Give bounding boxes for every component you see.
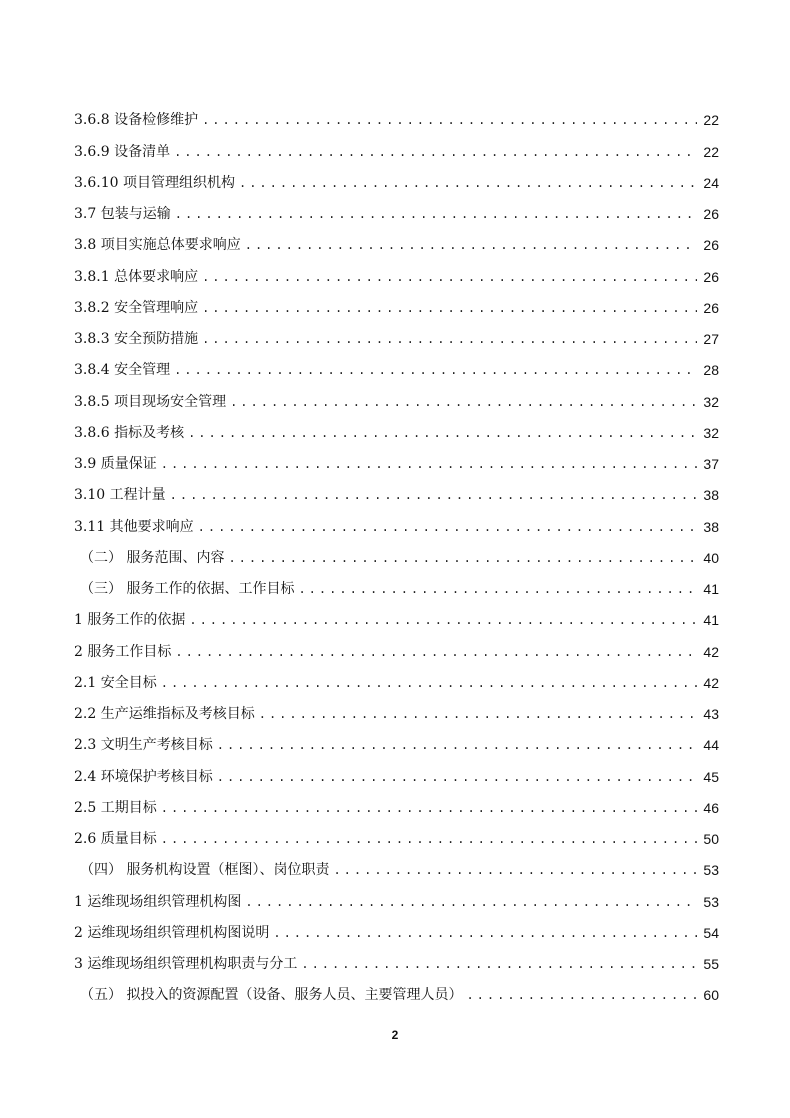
- toc-entry-title: 3.8.5 项目现场安全管理: [74, 393, 227, 410]
- toc-entry[interactable]: [74, 223, 719, 254]
- toc-entry-title: 2.2 生产运维指标及考核目标: [74, 706, 255, 722]
- toc-entry[interactable]: [74, 161, 719, 192]
- toc-entry-page: 40: [703, 549, 719, 566]
- toc-entry-page: 38: [703, 518, 719, 535]
- toc-entry[interactable]: [74, 536, 719, 567]
- toc-entry-page: 22: [703, 112, 719, 129]
- toc-entry-title: 2.6 质量目标: [74, 831, 157, 847]
- dot-leader: [202, 268, 697, 286]
- toc-entry-page: 37: [703, 456, 719, 472]
- toc-entry-title: 2 服务工作目标: [74, 643, 172, 660]
- toc-entry-title: 2.5 工期目标: [74, 799, 157, 816]
- toc-entry-page: 28: [703, 362, 719, 379]
- toc-entry-title: 1 运维现场组织管理机构图: [74, 893, 242, 910]
- toc-entry[interactable]: [74, 911, 719, 942]
- toc-entry-title: 3.11 其他要求响应: [74, 518, 194, 535]
- dot-leader: [175, 205, 697, 223]
- toc-entry-page: 26: [703, 237, 719, 254]
- toc-entry-title: 2.3 文明生产考核目标: [74, 737, 213, 754]
- toc-entry-page: 27: [703, 331, 719, 347]
- toc-entry-page: 53: [703, 893, 719, 910]
- toc-entry-title: 2.4 环境保护考核目标: [74, 768, 213, 785]
- toc-entry-title: 3.8.1 总体要求响应: [74, 268, 199, 285]
- toc-entry-title: （二） 服务范围、内容: [80, 549, 225, 566]
- toc-entry[interactable]: [74, 661, 719, 692]
- dot-leader: [202, 111, 697, 129]
- toc-entry-page: 46: [703, 799, 719, 816]
- toc-entry[interactable]: [74, 98, 719, 129]
- dot-leader: [245, 236, 697, 254]
- toc-entry-title: 3.8.3 安全预防措施: [74, 331, 199, 347]
- toc-entry[interactable]: [74, 192, 719, 223]
- toc-entry-title: 3 运维现场组织管理机构职责与分工: [74, 956, 298, 972]
- dot-leader: [174, 143, 697, 161]
- toc-entry[interactable]: [74, 848, 719, 879]
- toc-entry-title: 1 服务工作的依据: [74, 612, 186, 629]
- dot-leader: [161, 674, 697, 692]
- toc-entry[interactable]: [74, 317, 719, 348]
- toc-entry[interactable]: [74, 379, 719, 410]
- toc-entry-title: 2.1 安全目标: [74, 674, 157, 691]
- dot-leader: [161, 455, 697, 473]
- toc-entry[interactable]: [74, 442, 719, 473]
- dot-leader: [170, 486, 697, 504]
- toc-entry-page: 42: [703, 674, 719, 691]
- toc-entry[interactable]: [74, 723, 719, 754]
- toc-entry[interactable]: [74, 879, 719, 910]
- dot-leader: [273, 924, 697, 942]
- dot-leader: [230, 393, 697, 411]
- dot-leader: [239, 174, 697, 192]
- toc-entry[interactable]: [74, 629, 719, 660]
- toc-entry-page: 44: [703, 737, 719, 754]
- dot-leader: [161, 830, 697, 848]
- toc-entry[interactable]: [74, 504, 719, 535]
- toc-entry-page: 54: [703, 924, 719, 941]
- toc-entry[interactable]: [74, 473, 719, 504]
- toc-entry-page: 26: [703, 206, 719, 222]
- toc-entry-title: 2 运维现场组织管理机构图说明: [74, 924, 270, 941]
- toc-entry[interactable]: [74, 754, 719, 785]
- dot-leader: [228, 549, 697, 567]
- dot-leader: [161, 799, 697, 817]
- toc-entry[interactable]: [74, 786, 719, 817]
- toc-entry-title: 3.6.9 设备清单: [74, 143, 171, 160]
- toc-entry[interactable]: [74, 598, 719, 629]
- toc-entry-page: 41: [703, 612, 719, 629]
- toc-entry[interactable]: [74, 348, 719, 379]
- toc-entry-page: 38: [703, 487, 719, 504]
- toc-entry-title: （五） 拟投入的资源配置（设备、服务人员、主要管理人员）: [80, 987, 463, 1004]
- toc-entry-page: 32: [703, 393, 719, 410]
- dot-leader: [245, 893, 697, 911]
- toc-entry-title: （三） 服务工作的依据、工作目标: [80, 581, 295, 597]
- dot-leader: [217, 736, 697, 754]
- dot-leader: [217, 768, 697, 786]
- toc-entry[interactable]: [74, 567, 719, 598]
- toc-entry-title: 3.8.4 安全管理: [74, 362, 171, 379]
- toc-entry-page: 24: [703, 174, 719, 191]
- dot-leader: [198, 518, 697, 536]
- table-of-contents: [74, 98, 719, 1004]
- toc-entry[interactable]: [74, 254, 719, 285]
- toc-entry-title: 3.10 工程计量: [74, 487, 166, 504]
- dot-leader: [466, 986, 697, 1004]
- toc-entry[interactable]: [74, 286, 719, 317]
- toc-entry-page: 53: [703, 862, 719, 879]
- toc-entry[interactable]: [74, 973, 719, 1004]
- toc-entry-title: 3.7 包装与运输: [74, 206, 171, 222]
- toc-entry-page: 41: [703, 581, 719, 597]
- toc-entry[interactable]: [74, 692, 719, 723]
- dot-leader: [188, 424, 697, 442]
- toc-entry-title: 3.9 质量保证: [74, 456, 157, 472]
- toc-entry-page: 50: [703, 831, 719, 847]
- toc-entry[interactable]: [74, 129, 719, 160]
- toc-entry-title: 3.8.6 指标及考核: [74, 424, 185, 441]
- toc-entry[interactable]: [74, 411, 719, 442]
- toc-entry-page: 60: [703, 987, 719, 1004]
- toc-entry-page: 22: [703, 143, 719, 160]
- toc-entry-page: 26: [703, 299, 719, 316]
- dot-leader: [301, 955, 697, 973]
- toc-entry-title: 3.6.8 设备检修维护: [74, 112, 199, 129]
- dot-leader: [298, 580, 697, 598]
- dot-leader: [174, 361, 697, 379]
- toc-entry-page: 45: [703, 768, 719, 785]
- toc-entry-page: 42: [703, 643, 719, 660]
- toc-entry-title: （四） 服务机构设置（框图）、岗位职责: [80, 862, 330, 879]
- dot-leader: [333, 861, 697, 879]
- toc-entry-page: 55: [703, 956, 719, 972]
- toc-entry-page: 43: [703, 706, 719, 722]
- dot-leader: [202, 299, 697, 317]
- dot-leader: [202, 330, 697, 348]
- page-number: 2: [391, 1028, 399, 1042]
- toc-entry[interactable]: [74, 817, 719, 848]
- toc-entry-page: 32: [703, 424, 719, 441]
- toc-entry-title: 3.8.2 安全管理响应: [74, 299, 199, 316]
- toc-entry-page: 26: [703, 268, 719, 285]
- dot-leader: [189, 611, 697, 629]
- toc-entry-title: 3.6.10 项目管理组织机构: [74, 174, 235, 191]
- dot-leader: [259, 705, 697, 723]
- dot-leader: [175, 643, 697, 661]
- toc-entry-title: 3.8 项目实施总体要求响应: [74, 237, 241, 254]
- toc-entry[interactable]: [74, 942, 719, 973]
